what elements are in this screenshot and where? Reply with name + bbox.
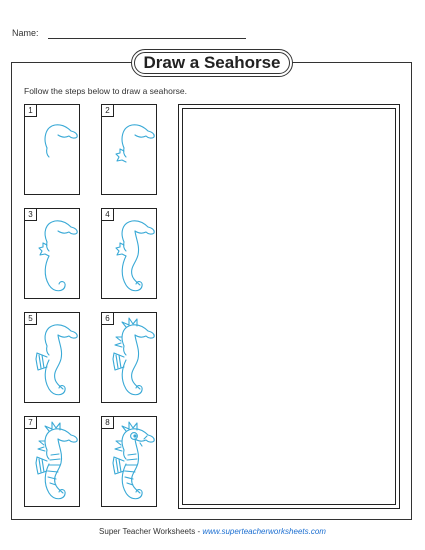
- step-box-2: [101, 104, 157, 195]
- seahorse-step-8-drawing: [102, 417, 158, 508]
- step-number: 7: [25, 417, 37, 429]
- step-number: 3: [25, 209, 37, 221]
- name-line-field[interactable]: [48, 38, 246, 39]
- seahorse-step-7-drawing: [25, 417, 81, 508]
- seahorse-step-6-drawing: [102, 313, 158, 404]
- step-number: 1: [25, 105, 37, 117]
- step-number: 2: [102, 105, 114, 117]
- seahorse-step-5-drawing: [25, 313, 81, 404]
- footer-site-name: Super Teacher Worksheets: [99, 527, 196, 536]
- step-box-7: [24, 416, 80, 507]
- step-box-3: [24, 208, 80, 299]
- step-box-6: [101, 312, 157, 403]
- footer-url-link[interactable]: www.superteacherworksheets.com: [202, 527, 326, 536]
- step-number: 4: [102, 209, 114, 221]
- step-box-4: [101, 208, 157, 299]
- step-number: 8: [102, 417, 114, 429]
- step-box-1: [24, 104, 80, 195]
- step-number: 5: [25, 313, 37, 325]
- drawing-area[interactable]: [178, 104, 400, 509]
- instructions-text: Follow the steps below to draw a seahorse.: [24, 86, 188, 96]
- seahorse-step-4-drawing: [102, 209, 158, 300]
- seahorse-step-1-drawing: [25, 105, 81, 196]
- footer: [0, 527, 425, 536]
- name-label: Name:: [12, 28, 39, 38]
- step-box-8: [101, 416, 157, 507]
- seahorse-step-3-drawing: [25, 209, 81, 300]
- title-badge: [131, 49, 293, 77]
- footer-separator: -: [195, 527, 203, 536]
- step-number: 6: [102, 313, 114, 325]
- step-box-5: [24, 312, 80, 403]
- page-title: Draw a Seahorse: [143, 53, 281, 72]
- seahorse-step-2-drawing: [102, 105, 158, 196]
